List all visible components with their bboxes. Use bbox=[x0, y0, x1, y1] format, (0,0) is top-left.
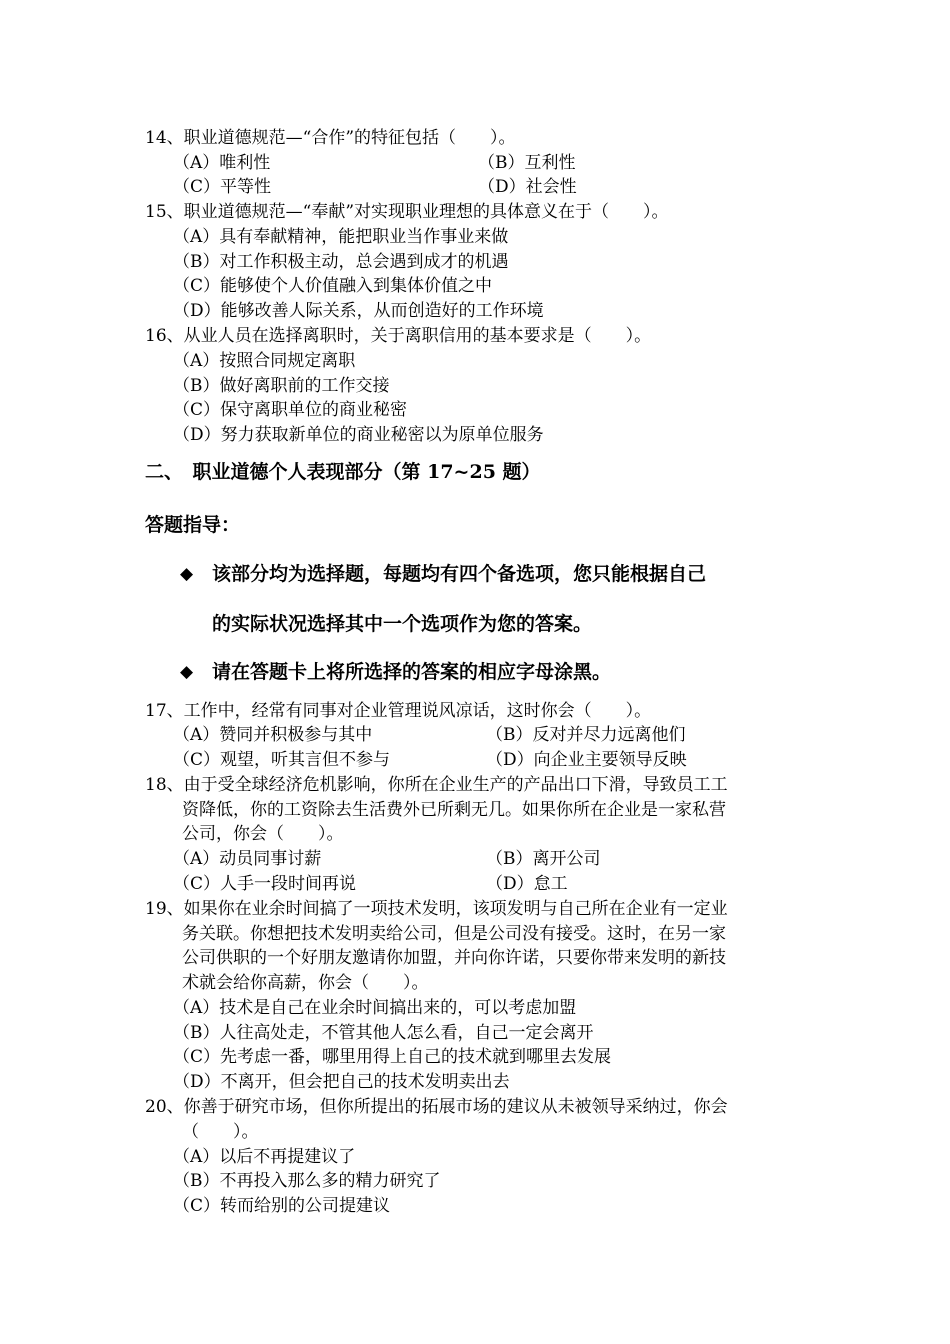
q16-option-d: （D）努力获取新单位的商业秘密以为原单位服务 bbox=[173, 425, 544, 445]
q18-option-a: （A）动员同事讨薪 bbox=[173, 849, 322, 869]
q17-option-a: （A）赞同并积极参与其中 bbox=[173, 725, 373, 745]
q16-option-a: （A）按照合同规定离职 bbox=[173, 351, 356, 371]
q17-option-c: （C）观望，听其言但不参与 bbox=[173, 750, 391, 770]
q14-option-a: （A）唯利性 bbox=[173, 153, 271, 173]
question-18-line-1: 18、由于受全球经济危机影响，你所在企业生产的产品出口下滑，导致员工工 bbox=[145, 775, 728, 795]
guide-item-2: 请在答题卡上将所选择的答案的相应字母涂黑。 bbox=[212, 661, 612, 683]
question-19-line-2: 务关联。你想把技术发明卖给公司，但是公司没有接受。这时，在另一家 bbox=[182, 924, 726, 944]
question-17: 17、工作中，经常有同事对企业管理说风凉话，这时你会（ ）。 bbox=[145, 701, 652, 721]
q19-option-c: （C）先考虑一番，哪里用得上自己的技术就到哪里去发展 bbox=[173, 1047, 612, 1067]
question-20-line-2: （ ）。 bbox=[182, 1122, 259, 1142]
q14-option-b: （B）互利性 bbox=[478, 153, 576, 173]
question-15: 15、职业道德规范—“奉献”对实现职业理想的具体意义在于（ ）。 bbox=[145, 202, 669, 222]
bullet-diamond-icon: ◆ bbox=[180, 564, 194, 584]
q19-option-a: （A）技术是自己在业余时间搞出来的，可以考虑加盟 bbox=[173, 998, 577, 1018]
q15-option-a: （A）具有奉献精神，能把职业当作事业来做 bbox=[173, 227, 509, 247]
q15-option-d: （D）能够改善人际关系，从而创造好的工作环境 bbox=[173, 301, 544, 321]
guide-item-1-line-1: 该部分均为选择题，每题均有四个备选项，您只能根据自己 bbox=[212, 563, 707, 585]
q20-option-b: （B）不再投入那么多的精力研究了 bbox=[173, 1171, 441, 1191]
guide-item-1-line-2: 的实际状况选择其中一个选项作为您的答案。 bbox=[212, 613, 593, 635]
q20-option-c: （C）转而给别的公司提建议 bbox=[173, 1196, 391, 1216]
question-18-line-2: 资降低，你的工资除去生活费外已所剩无几。如果你所在企业是一家私营 bbox=[182, 800, 726, 820]
q19-option-d: （D）不离开，但会把自己的技术发明卖出去 bbox=[173, 1072, 510, 1092]
question-19-line-1: 19、如果你在业余时间搞了一项技术发明，该项发明与自己所在企业有一定业 bbox=[145, 899, 728, 919]
guide-title: 答题指导： bbox=[145, 514, 241, 536]
question-14: 14、职业道德规范—“合作”的特征包括（ ）。 bbox=[145, 128, 516, 148]
q18-option-c: （C）人手一段时间再说 bbox=[173, 874, 357, 894]
bullet-diamond-icon: ◆ bbox=[180, 662, 194, 682]
question-20-line-1: 20、你善于研究市场，但你所提出的拓展市场的建议从未被领导采纳过，你会 bbox=[145, 1097, 728, 1117]
q17-option-b: （B）反对并尽力远离他们 bbox=[486, 725, 686, 745]
q17-option-d: （D）向企业主要领导反映 bbox=[486, 750, 687, 770]
q16-option-b: （B）做好离职前的工作交接 bbox=[173, 376, 390, 396]
q14-option-c: （C）平等性 bbox=[173, 177, 272, 197]
q15-option-b: （B）对工作积极主动，总会遇到成才的机遇 bbox=[173, 252, 509, 272]
q14-option-d: （D）社会性 bbox=[478, 177, 577, 197]
q15-option-c: （C）能够使个人价值融入到集体价值之中 bbox=[173, 276, 493, 296]
question-19-line-4: 术就会给你高薪，你会（ ）。 bbox=[182, 973, 429, 993]
question-18-line-3: 公司，你会（ ）。 bbox=[182, 824, 344, 844]
q18-option-b: （B）离开公司 bbox=[486, 849, 601, 869]
question-16: 16、从业人员在选择离职时，关于离职信用的基本要求是（ ）。 bbox=[145, 326, 652, 346]
q20-option-a: （A）以后不再提建议了 bbox=[173, 1147, 356, 1167]
q19-option-b: （B）人往高处走，不管其他人怎么看，自己一定会离开 bbox=[173, 1023, 594, 1043]
q16-option-c: （C）保守离职单位的商业秘密 bbox=[173, 400, 408, 420]
section-2-heading: 二、 职业道德个人表现部分（第 17~25 题） bbox=[145, 461, 541, 483]
q18-option-d: （D）怠工 bbox=[486, 874, 568, 894]
question-19-line-3: 公司供职的一个好朋友邀请你加盟，并向你许诺，只要你带来发明的新技 bbox=[182, 948, 726, 968]
